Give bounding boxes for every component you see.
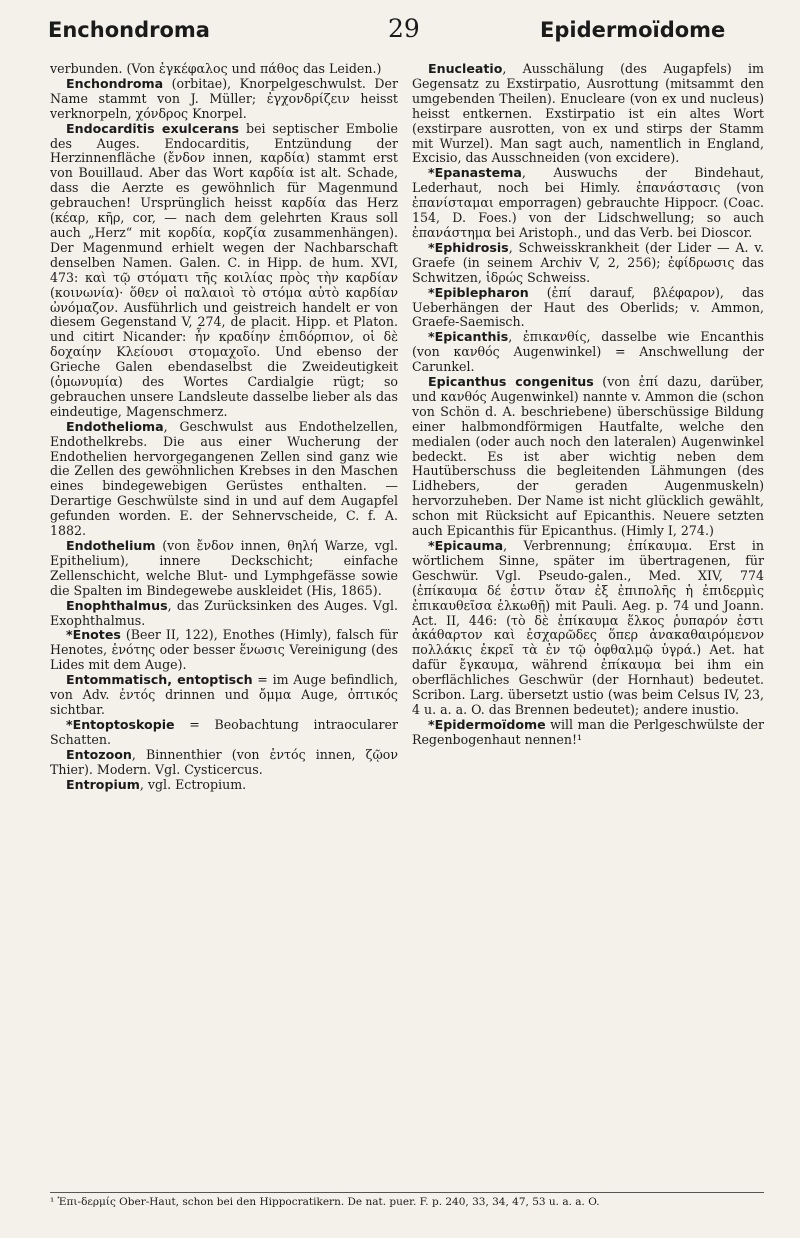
- left-column: [50, 62, 398, 1186]
- entry-keyword: Entommatisch, entoptisch: [66, 672, 253, 688]
- entry-text: , Schweisskrankheit (der Lider — A. v. Graefe (in seinem Archiv V, 2, 256); ἐφίδρωσις das Schwitzen, ἱδρώς Schweiss.: [412, 239, 764, 285]
- dictionary-entry: [50, 420, 398, 539]
- entry-keyword: Enucleatio: [428, 62, 503, 76]
- entry-keyword: Endothelioma: [66, 418, 164, 434]
- entry-text: , Binnenthier (von ἐντός innen, ζῷον Thier). Modern. Vgl. Cysticercus.: [50, 746, 398, 777]
- entry-text: (Beer II, 122), Enothes (Himly), falsch für Henotes, ἑνότης oder besser ἕνωσις Vereinigung (des Lides mit dem Auge).: [50, 627, 398, 673]
- entry-text: bei septischer Embolie des Auges. Endocarditis, Entzündung der Herzinnenfläche (ἔνδον innen, καρδία) stammt erst von Bouillaud. Aber das Wort καρδία ist alt. Schade, dass die Aerzte es gewöhnlich für Magenmund gebrauchen! Ursprünglich heisst καρδία das Herz (κέαρ, κῆρ, cor, — nach dem gelehrten Kraus soll auch „Herz“ mit κορδία, κορζία zusammenhängen). Der Magenmund erhielt wegen der Nachbarschaft denselben Namen. Galen. C. in Hipp. de hum. XVI, 473: καὶ τῷ στόματι τῆς κοιλίας πρὸς τὴν καρδίαν (κοινωνία)· ὅθεν οἱ παλαιοὶ τὸ στόμα αὐτὸ καρδίαν ὠνόμαζον. Ausführlich und geistreich handelt er von diesem Gegenstand V, 274, de placit. Hipp. et Platon. und citirt Nicander: ἦν κραδίην ἐπιδόρπιον, οἱ δὲ δοχαίην Κλείουσι στομαχοῖο. Und ebenso der Grieche Galen ebendaselbst die Zweideutigkeit (ὁμωνυμία) des Wortes Cardialgie rügt; so gebrauchen unsere Landsleute dasselbe lieber als das eindeutige, Magenschmerz.: [50, 120, 398, 419]
- entry-keyword: Endothelium: [66, 538, 156, 553]
- footnote: ¹ Ἐπι-δερμίς Ober-Haut, schon bei den Hippocratikern. De nat. puer. F. p. 240, 33, 34, 47, 53 u. a. a. O.: [50, 1192, 764, 1209]
- header-right-keyword: Epidermoïdome: [540, 18, 726, 42]
- entry-keyword: Endocarditis exulcerans: [66, 120, 240, 136]
- entry-text: (von ἔνδον innen, θηλή Warze, vgl. Epithelium), innere Deckschicht; einfache Zellenschicht, welche Blut- und Lymphgefässe sowie die Spalten im Bindegewebe auskleidet (His, 1865).: [50, 538, 398, 598]
- dictionary-entry: [50, 718, 398, 748]
- entry-text: , Geschwulst aus Endothelzellen, Endothelkrebs. Die aus einer Wucherung der Endothelien hervorgegangenen Zellen sind ganz wie die Zellen des gewöhnlichen Krebses in den Maschen eines bindegewebigen Gerüstes enthalten. — Derartige Geschwülste sind in und auf dem Augapfel gefunden worden. E. der Sehnervscheide, C. f. A. 1882.: [50, 418, 398, 539]
- entry-keyword: Entozoon: [66, 746, 132, 762]
- entry-keyword: *Epanastema: [428, 165, 522, 181]
- running-header: [0, 14, 800, 54]
- dictionary-entry: [412, 286, 764, 331]
- entry-text: = im Auge befindlich, von Adv. ἐντός drinnen und ὄμμα Auge, ὀπτικός sichtbar.: [50, 672, 398, 717]
- dictionary-entry: [50, 77, 398, 122]
- entry-text: (ἐπί darauf, βλέφαρον), das Ueberhängen der Haut des Oberlids; v. Ammon, Graefe-Saemisch.: [412, 284, 764, 330]
- entry-text: , ἐπικανθίς, dasselbe wie Encanthis (von κανθός Augenwinkel) = Anschwellung der Carunkel.: [412, 329, 764, 375]
- dictionary-entry: [412, 330, 764, 375]
- entry-text: , Verbrennung; ἐπίκαυμα. Erst in wörtlichem Sinne, später im übertragenen, für Geschwür. Vgl. Pseudo-galen., Med. XIV, 774 (ἐπίκαυμα δέ ἐστιν ὅταν ἐξ ἐπιπολῆς ἡ ἐπιδερμὶς ἐπικαυθεῖσα ἑλκωθῇ) mit Pauli. Aeg. p. 74 und Joann. Act. II, 446: (τὸ δὲ ἐπίκαυμα ἕλκος ῥυπαρόν ἐστι ἀκάθαρτον καὶ ἐσχαρῶδες ὅπερ ἀνακαθαιρόμενον πολλάκις ἐκρεῖ τὰ ἐν τῷ ὀφθαλμῷ ὑγρά.) Aet. hat dafür ἔγκαυμα, während ἐπίκαυμα bei ihm ein oberflächliches Geschwür (der Hornhaut) bedeutet. Scribon. Larg. übersetzt ustio (was beim Celsus IV, 23, 4 u. a. a. O. das Brennen bedeutet); andere inustio.: [412, 538, 764, 717]
- entry-text: , das Zurücksinken des Auges. Vgl. Exophthalmus.: [50, 597, 398, 628]
- entry-keyword: *Entoptoskopie: [66, 716, 175, 732]
- dictionary-entry: [50, 539, 398, 599]
- page-number: 29: [388, 14, 420, 43]
- entry-text: , vgl. Ectropium.: [139, 776, 247, 792]
- entry-keyword: Entropium: [66, 776, 140, 792]
- entry-text: = Beobachtung intraocularer Schatten.: [50, 716, 398, 747]
- dictionary-entry: [412, 62, 764, 166]
- dictionary-entry: [412, 375, 764, 539]
- dictionary-entry: [50, 778, 398, 793]
- entry-keyword: *Enotes: [66, 627, 121, 643]
- entry-text: (von ἐπί dazu, darüber, und κανθός Augenwinkel) nannte v. Ammon die (schon von Schön d. A. beschriebene) überschüssige Bildung einer halbmondförmigen Hautfalte, welche den medialen (oder auch noch den lateralen) Augenwinkel bedeckt. Es ist aber wichtig neben dem Hautüberschuss die begleitenden Lähmungen (des Lidhebers, der geraden Augenmuskeln) hervorzuheben. Der Name ist nicht glücklich gewählt, schon mit Rücksicht auf Epicanthis. Neuere setzten auch Epicanthis für Epicanthus. (Himly I, 274.): [412, 374, 764, 539]
- dictionary-entry: [50, 673, 398, 718]
- entry-keyword: *Epicanthis: [428, 329, 509, 345]
- dictionary-entry: [412, 539, 764, 718]
- dictionary-entry: [50, 122, 398, 420]
- entry-keyword: *Epicauma: [428, 538, 504, 553]
- entry-text: , Ausschälung (des Augapfels) im Gegensatz zu Exstirpatio, Ausrottung (mitsammt den umgebenden Theilen). Enucleare (von ex und nucleus) heisst entkernen. Exstirpatio ist ein altes Wort (exstirpare ausrotten, von ex und stirps der Stamm mit Wurzel). Man sagt auch, namentlich in England, Excisio, das Ausschneiden (von excidere).: [412, 62, 764, 166]
- entry-keyword: *Ephidrosis: [428, 239, 509, 255]
- entry-keyword: *Epiblepharon: [428, 284, 529, 300]
- header-left-keyword: Enchondroma: [48, 18, 210, 42]
- dictionary-entry: [412, 166, 764, 241]
- dictionary-entry: [412, 718, 764, 748]
- dictionary-entry: [50, 62, 398, 77]
- dictionary-entry: [50, 748, 398, 778]
- entry-text: will man die Perlgeschwülste der Regenbogenhaut nennen!¹: [412, 716, 764, 747]
- right-column: [412, 62, 764, 1186]
- entry-text: verbunden. (Von ἐγκέφαλος und πάθος das Leiden.): [50, 62, 382, 76]
- entry-keyword: Epicanthus congenitus: [428, 374, 594, 390]
- entry-keyword: Enchondroma: [66, 75, 164, 91]
- dictionary-entry: [412, 241, 764, 286]
- entry-keyword: *Epidermoïdome: [428, 716, 546, 732]
- entry-keyword: Enophthalmus: [66, 597, 168, 613]
- dictionary-entry: [50, 628, 398, 673]
- entry-text: (orbitae), Knorpelgeschwulst. Der Name stammt von J. Müller; ἐγχονδρίζειν heisst verknorpeln, χόνδρος Knorpel.: [50, 75, 398, 121]
- entry-text: , Auswuchs der Bindehaut, Lederhaut, noch bei Himly. ἐπανάστασις (von ἐπανίσταμαι emporragen) gebrauchte Hippocr. (Coac. 154, D. Foes.) von der Lidschwellung; so auch ἐπανάστημα bei Aristoph., und das Verb. bei Dioscor.: [412, 165, 764, 240]
- dictionary-entry: [50, 599, 398, 629]
